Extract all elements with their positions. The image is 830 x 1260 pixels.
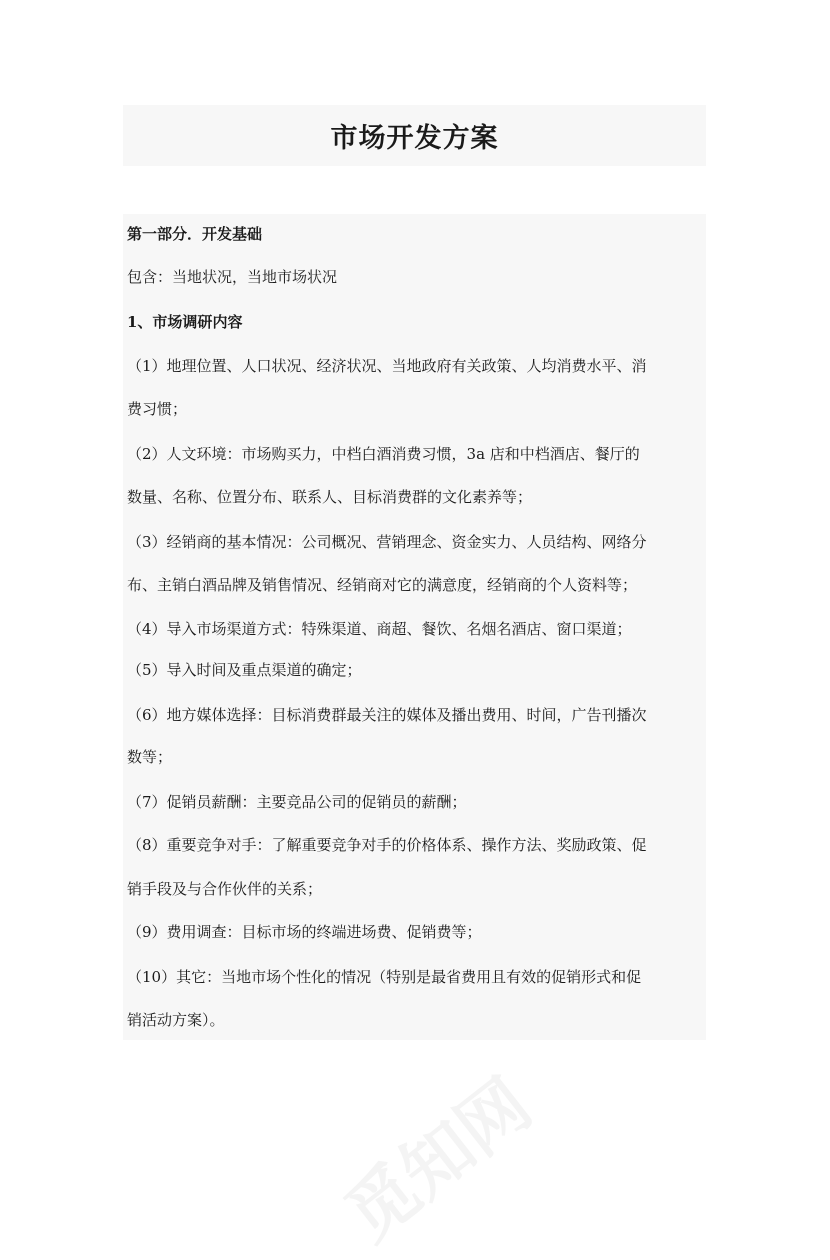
list-item: （8）重要竞争对手：了解重要竞争对手的价格体系、操作方法、奖励政策、促 — [127, 836, 647, 854]
list-item: （7）促销员薪酬：主要竞品公司的促销员的薪酬； — [127, 793, 467, 811]
list-item: （2）人文环境：市场购买力，中档白酒消费习惯，3a 店和中档酒店、餐厅的 — [127, 445, 640, 463]
list-item: （1）地理位置、人口状况、经济状况、当地政府有关政策、人均消费水平、消 — [127, 357, 647, 375]
list-item: （4）导入市场渠道方式：特殊渠道、商超、餐饮、名烟名酒店、窗口渠道； — [127, 620, 632, 638]
document-title: 市场开发方案 — [330, 123, 499, 154]
includes-line: 包含：当地状况，当地市场状况 — [127, 268, 338, 286]
list-item: （10）其它：当地市场个性化的情况（特别是最省费用且有效的促销形式和促 — [127, 968, 642, 986]
list-item: （5）导入时间及重点渠道的确定； — [127, 661, 362, 679]
watermark-bottom — [321, 1051, 549, 1260]
list-item: （6）地方媒体选择：目标消费群最关注的媒体及播出费用、时间，广告刊播次 — [127, 706, 647, 724]
subheading: 1、市场调研内容 — [127, 313, 243, 331]
title-banner — [123, 105, 706, 166]
list-item: 布、主销白酒品牌及销售情况、经销商对它的满意度，经销商的个人资料等； — [127, 576, 638, 594]
list-item: 费习惯； — [127, 400, 188, 418]
content-panel — [123, 214, 706, 1040]
list-item: 销手段及与合作伙伴的关系； — [127, 880, 323, 898]
list-item: 销活动方案）。 — [127, 1011, 225, 1029]
list-item: （3）经销商的基本情况：公司概况、营销理念、资金实力、人员结构、网络分 — [127, 533, 647, 551]
section-heading: 第一部分．开发基础 — [127, 225, 263, 243]
list-item: （9）费用调查：目标市场的终端进场费、促销费等； — [127, 923, 482, 941]
list-item: 数量、名称、位置分布、联系人、目标消费群的文化素养等； — [127, 488, 533, 506]
list-item: 数等； — [127, 748, 173, 766]
